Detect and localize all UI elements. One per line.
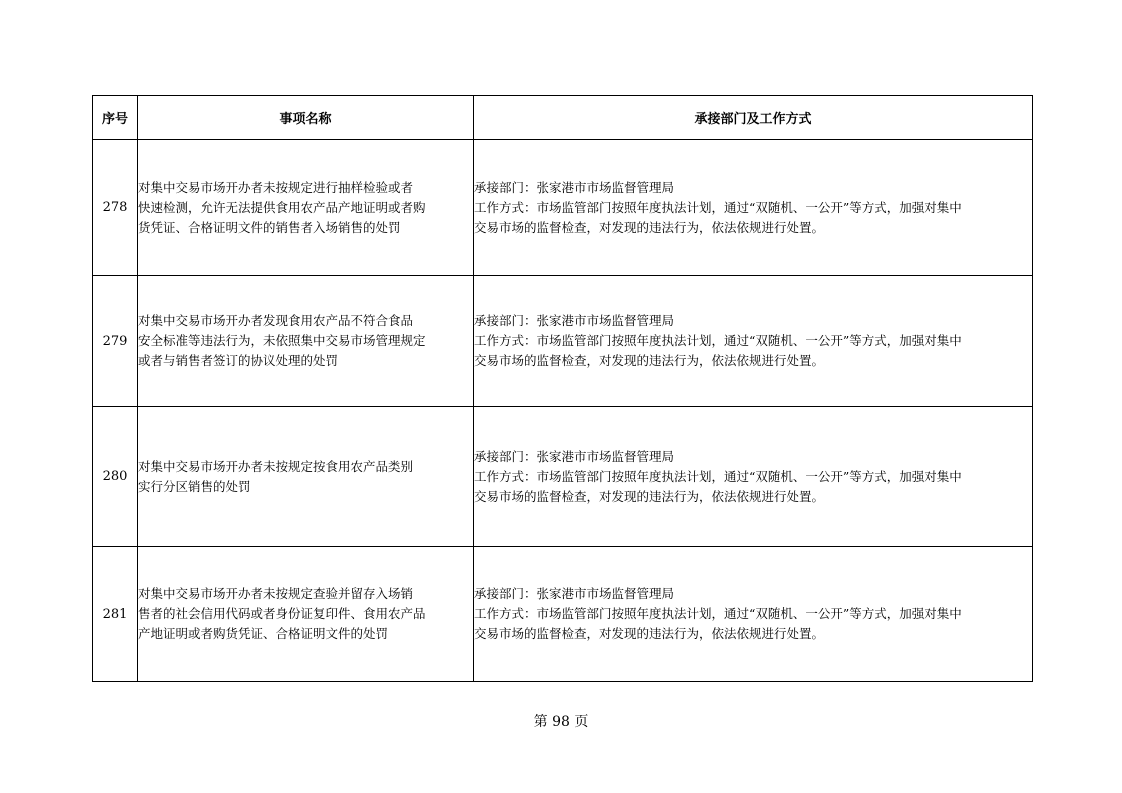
row-item-name [138,276,474,407]
dept-line: 承接部门：张家港市市场监督管理局 [474,448,675,464]
item-name-line: 安全标准等违法行为，未依照集中交易市场管理规定 [138,333,426,348]
table-row [93,140,1033,276]
row-dept-method [474,276,1033,407]
row-item-name [138,140,474,276]
method-line: 交易市场的监督检查，对发现的违法行为，依法依规进行处置。 [474,219,825,235]
table-row [93,547,1033,682]
header-seq: 序号 [93,96,138,140]
row-item-name [138,407,474,547]
method-line: 工作方式：市场监管部门按照年度执法计划，通过“双随机、一公开”等方式，加强对集中 [474,199,962,215]
table-row [93,407,1033,547]
item-name-line: 货凭证、合格证明文件的销售者入场销售的处罚 [138,219,401,235]
method-line: 交易市场的监督检查，对发现的违法行为，依法依规进行处置。 [474,488,825,504]
item-name-line: 对集中交易市场开办者未按规定按食用农产品类别 [138,458,414,474]
dept-line: 承接部门：张家港市市场监督管理局 [474,586,675,601]
item-name-line: 实行分区销售的处罚 [138,478,251,494]
row-seq: 279 [93,276,138,407]
row-item-name [138,547,474,682]
item-name-line: 对集中交易市场开办者未按规定进行抽样检验或者 [138,179,414,195]
method-line: 工作方式：市场监管部门按照年度执法计划，通过“双随机、一公开”等方式，加强对集中 [474,606,962,621]
table-header-row [93,96,1033,140]
header-dept-method: 承接部门及工作方式 [474,96,1033,140]
row-dept-method [474,140,1033,276]
row-dept-method [474,407,1033,547]
dept-line: 承接部门：张家港市市场监督管理局 [474,313,675,328]
item-name-line: 或者与销售者签订的协议处理的处罚 [138,353,339,368]
item-name-line: 对集中交易市场开办者未按规定查验并留存入场销 [138,586,414,601]
dept-line: 承接部门：张家港市市场监督管理局 [474,179,675,195]
method-line: 工作方式：市场监管部门按照年度执法计划，通过“双随机、一公开”等方式，加强对集中 [474,333,962,348]
item-name-line: 售者的社会信用代码或者身份证复印件、食用农产品 [138,606,426,621]
page-number: 第 98 页 [533,714,589,730]
row-seq: 280 [93,407,138,547]
method-line: 工作方式：市场监管部门按照年度执法计划，通过“双随机、一公开”等方式，加强对集中 [474,468,962,484]
item-name-line: 产地证明或者购货凭证、合格证明文件的处罚 [138,626,389,641]
items-table [92,95,1033,682]
item-name-line: 对集中交易市场开办者发现食用农产品不符合食品 [138,313,414,328]
item-name-line: 快速检测，允许无法提供食用农产品产地证明或者购 [138,199,426,215]
row-seq: 278 [93,140,138,276]
row-seq: 281 [93,547,138,682]
method-line: 交易市场的监督检查，对发现的违法行为，依法依规进行处置。 [474,626,825,641]
method-line: 交易市场的监督检查，对发现的违法行为，依法依规进行处置。 [474,353,825,368]
row-dept-method [474,547,1033,682]
header-item-name: 事项名称 [138,96,474,140]
table-row [93,276,1033,407]
